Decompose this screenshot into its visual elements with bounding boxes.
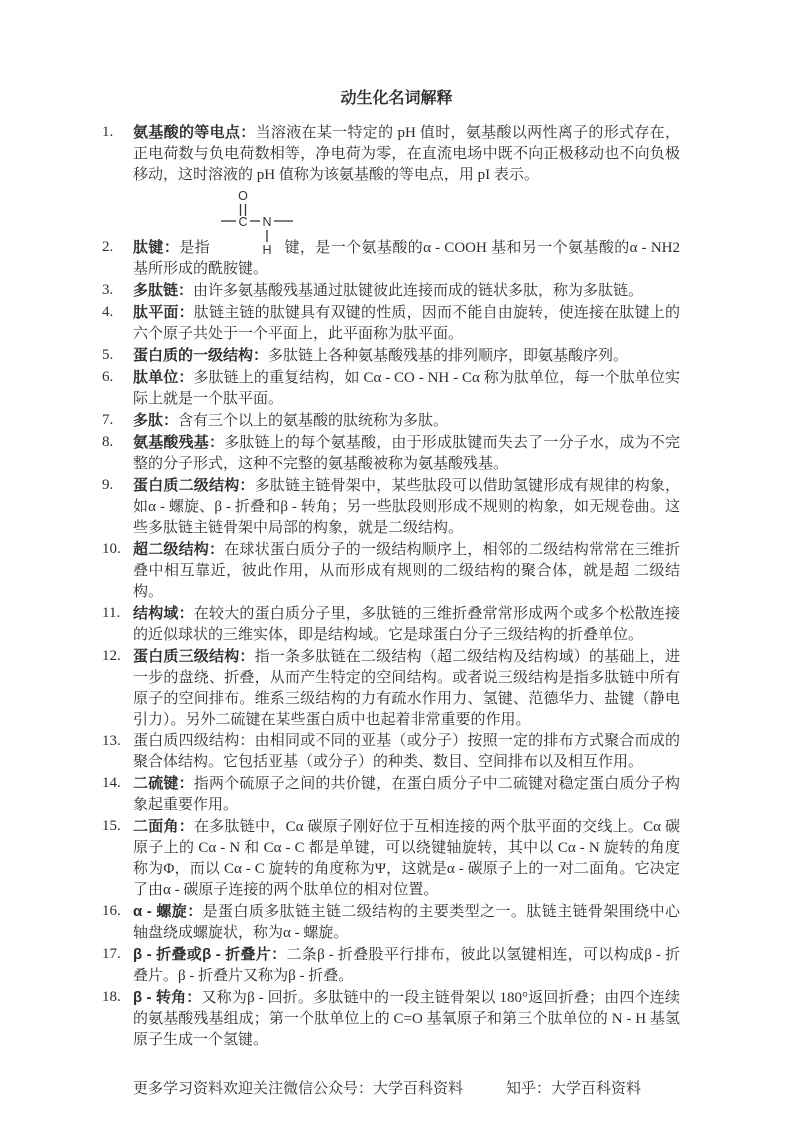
term-label: 蛋白质的一级结构：: [133, 347, 269, 364]
list-item: [102, 731, 680, 773]
list-item: [102, 773, 680, 816]
peptide-bond-diagram: [219, 188, 301, 258]
term-label: 结构域：: [133, 605, 194, 622]
item-number: 5.: [102, 347, 114, 363]
term-label: 肽平面：: [133, 304, 194, 321]
atom-label-oxygen: O: [238, 189, 248, 203]
list-item: [102, 186, 680, 280]
list-item: [102, 302, 680, 345]
list-item: [102, 410, 680, 432]
definition-text: 二条β - 折叠股平行排布，彼此以氢键相连，可以构成β - 折叠片。β - 折叠片又称为β - 折叠。: [133, 947, 680, 984]
atom-label-nitrogen: N: [262, 215, 272, 229]
item-number: 7.: [102, 412, 114, 428]
list-item: [102, 539, 680, 603]
footer-zhihu-text: 知乎：大学百科资料: [506, 1081, 642, 1097]
definition-text: 是蛋白质多肽链主链二级结构的主要类型之一。肽链主链骨架围绕中心轴盘绕成螺旋状，称为α - 螺旋。: [133, 904, 680, 941]
item-number: 17.: [102, 946, 121, 962]
definition-text: 在较大的蛋白质分子里，多肽链的三维折叠常常形成两个或多个松散连接的近似球状的三维实体，即是结构域。它是球蛋白分子三级结构的折叠单位。: [133, 606, 680, 643]
list-item: [102, 816, 680, 901]
term-label: 超二级结构：: [133, 541, 225, 558]
item-number: 4.: [102, 304, 114, 320]
item-number: 2.: [102, 239, 114, 255]
atom-label-carbon: C: [238, 215, 248, 229]
definition-text: 又称为β - 回折。多肽链中的一段主链骨架以 180°返回折叠；由四个连续的氨基酸残基组成；第一个肽单位上的 C=O 基氧原子和第三个肽单位的 N - H 基氢原子生成一个氢键。: [133, 990, 680, 1048]
list-item: [102, 475, 680, 539]
definition-text: 由相同或不同的亚基（或分子）按照一定的排布方式聚合而成的聚合体结构。它包括亚基（或分子）的种类、数目、空间排布以及相互作用。: [133, 733, 680, 770]
term-label: 二硫键：: [133, 775, 194, 792]
list-item: [102, 432, 680, 475]
item-number: 8.: [102, 434, 114, 450]
list-item: [102, 603, 680, 646]
item-number: 1.: [102, 124, 114, 140]
item-number: 3.: [102, 282, 114, 298]
item-number: 15.: [102, 818, 121, 834]
item-number: 16.: [102, 903, 121, 919]
definition-text: 在多肽链中，Cα 碳原子刚好位于互相连接的两个肽平面的交线上。Cα 碳原子上的 Cα - N 和 Cα - C 都是单键，可以绕键轴旋转，其中以 Cα - N 旋转的角度称为Φ，而以 Cα - C 旋转的角度称为Ψ，这就是α - 碳原子上的一对二面角。它决定了由α - 碳原子连接的两个肽单位的相对位置。: [133, 819, 680, 898]
term-label: 肽键：: [133, 239, 180, 256]
definition-text: 当溶液在某一特定的 pH 值时，氨基酸以两性离子的形式存在，正电荷数与负电荷数相等，净电荷为零，在直流电场中既不向正极移动也不向负极移动，这时溶液的 pH 值称为该氨基酸的等电点，用 pI 表示。: [133, 125, 680, 183]
definition-text: 多肽链主链骨架中，某些肽段可以借助氢键形成有规律的构象，如α - 螺旋、β - 折叠和β - 转角；另一些肽段则形成不规则的构象，如无规卷曲。这些多肽链主链骨架中局部的构象，就是二级结构。: [133, 478, 680, 536]
page-title: 动生化名词解释: [340, 90, 453, 107]
definition-text: 多肽链上的每个氨基酸，由于形成肽键而失去了一分子水，成为不完整的分子形式，这种不完整的氨基酸被称为氨基酸残基。: [133, 435, 680, 472]
definition-text: 多肽链上各种氨基酸残基的排列顺序，即氨基酸序列。: [268, 348, 629, 364]
footer-wechat-text: 更多学习资料欢迎关注微信公众号：大学百科资料: [133, 1081, 464, 1097]
term-label: 蛋白质四级结构：: [133, 733, 255, 749]
list-item: [102, 280, 680, 302]
item-number: 14.: [102, 775, 121, 791]
definition-list: [102, 122, 680, 1051]
item-number: 6.: [102, 369, 114, 385]
term-label: 蛋白质二级结构：: [133, 477, 255, 494]
term-label: 蛋白质三级结构：: [133, 648, 255, 665]
term-label: 多肽链：: [133, 282, 194, 299]
definition-text: 键，是一个氨基酸的α - COOH 基和另一个氨基酸的α - NH2 基所形成的酰胺键。: [133, 240, 680, 277]
item-number: 10.: [102, 541, 121, 557]
term-label: α - 螺旋：: [133, 903, 203, 920]
term-label: 氨基酸残基：: [133, 434, 225, 451]
term-label: 肽单位：: [133, 369, 194, 386]
definition-text: 是指: [179, 240, 211, 256]
term-label: 多肽：: [133, 412, 179, 429]
list-item: [102, 987, 680, 1051]
term-label: 氨基酸的等电点：: [133, 124, 256, 141]
item-number: 13.: [102, 733, 121, 749]
term-label: 二面角：: [133, 818, 195, 835]
list-item: [102, 345, 680, 367]
list-item: [102, 901, 680, 944]
definition-text: 由许多氨基酸残基通过肽键彼此连接而成的链状多肽，称为多肽链。: [193, 283, 644, 299]
definition-text: 含有三个以上的氨基酸的肽统称为多肽。: [178, 413, 449, 429]
footer: [133, 1079, 793, 1100]
item-number: 12.: [102, 648, 121, 664]
term-label: β - 转角：: [133, 989, 202, 1006]
list-item: [102, 646, 680, 731]
list-item: [102, 367, 680, 410]
item-number: 18.: [102, 989, 121, 1005]
item-number: 9.: [102, 477, 114, 493]
term-label: β - 折叠或β - 折叠片：: [133, 946, 287, 963]
definition-text: 肽链主链的肽键具有双键的性质，因而不能自由旋转，使连接在肽键上的六个原子共处于一个平面上，此平面称为肽平面。: [133, 305, 680, 342]
atom-label-hydrogen: H: [262, 243, 272, 257]
definition-text: 指两个硫原子之间的共价键，在蛋白质分子中二硫键对稳定蛋白质分子构象起重要作用。: [133, 776, 680, 813]
item-number: 11.: [102, 605, 121, 621]
list-item: [102, 944, 680, 987]
list-item: [102, 122, 680, 186]
definition-text: 在球状蛋白质分子的一级结构顺序上，相邻的二级结构常常在三维折叠中相互靠近，彼此作用，从而形成有规则的二级结构的聚合体，就是超 二级结构。: [133, 542, 680, 600]
definition-text: 多肽链上的重复结构，如 Cα - CO - NH - Cα 称为肽单位，每一个肽单位实际上就是一个肽平面。: [133, 370, 680, 407]
definition-text: 指一条多肽链在二级结构（超二级结构及结构域）的基础上，进一步的盘绕、折叠，从而产生特定的空间结构。或者说三级结构是指多肽链中所有原子的空间排布。维系三级结构的力有疏水作用力、氢键、范德华力、盐键（静电引力）。另外二硫键在某些蛋白质中也起着非常重要的作用。: [133, 649, 680, 728]
